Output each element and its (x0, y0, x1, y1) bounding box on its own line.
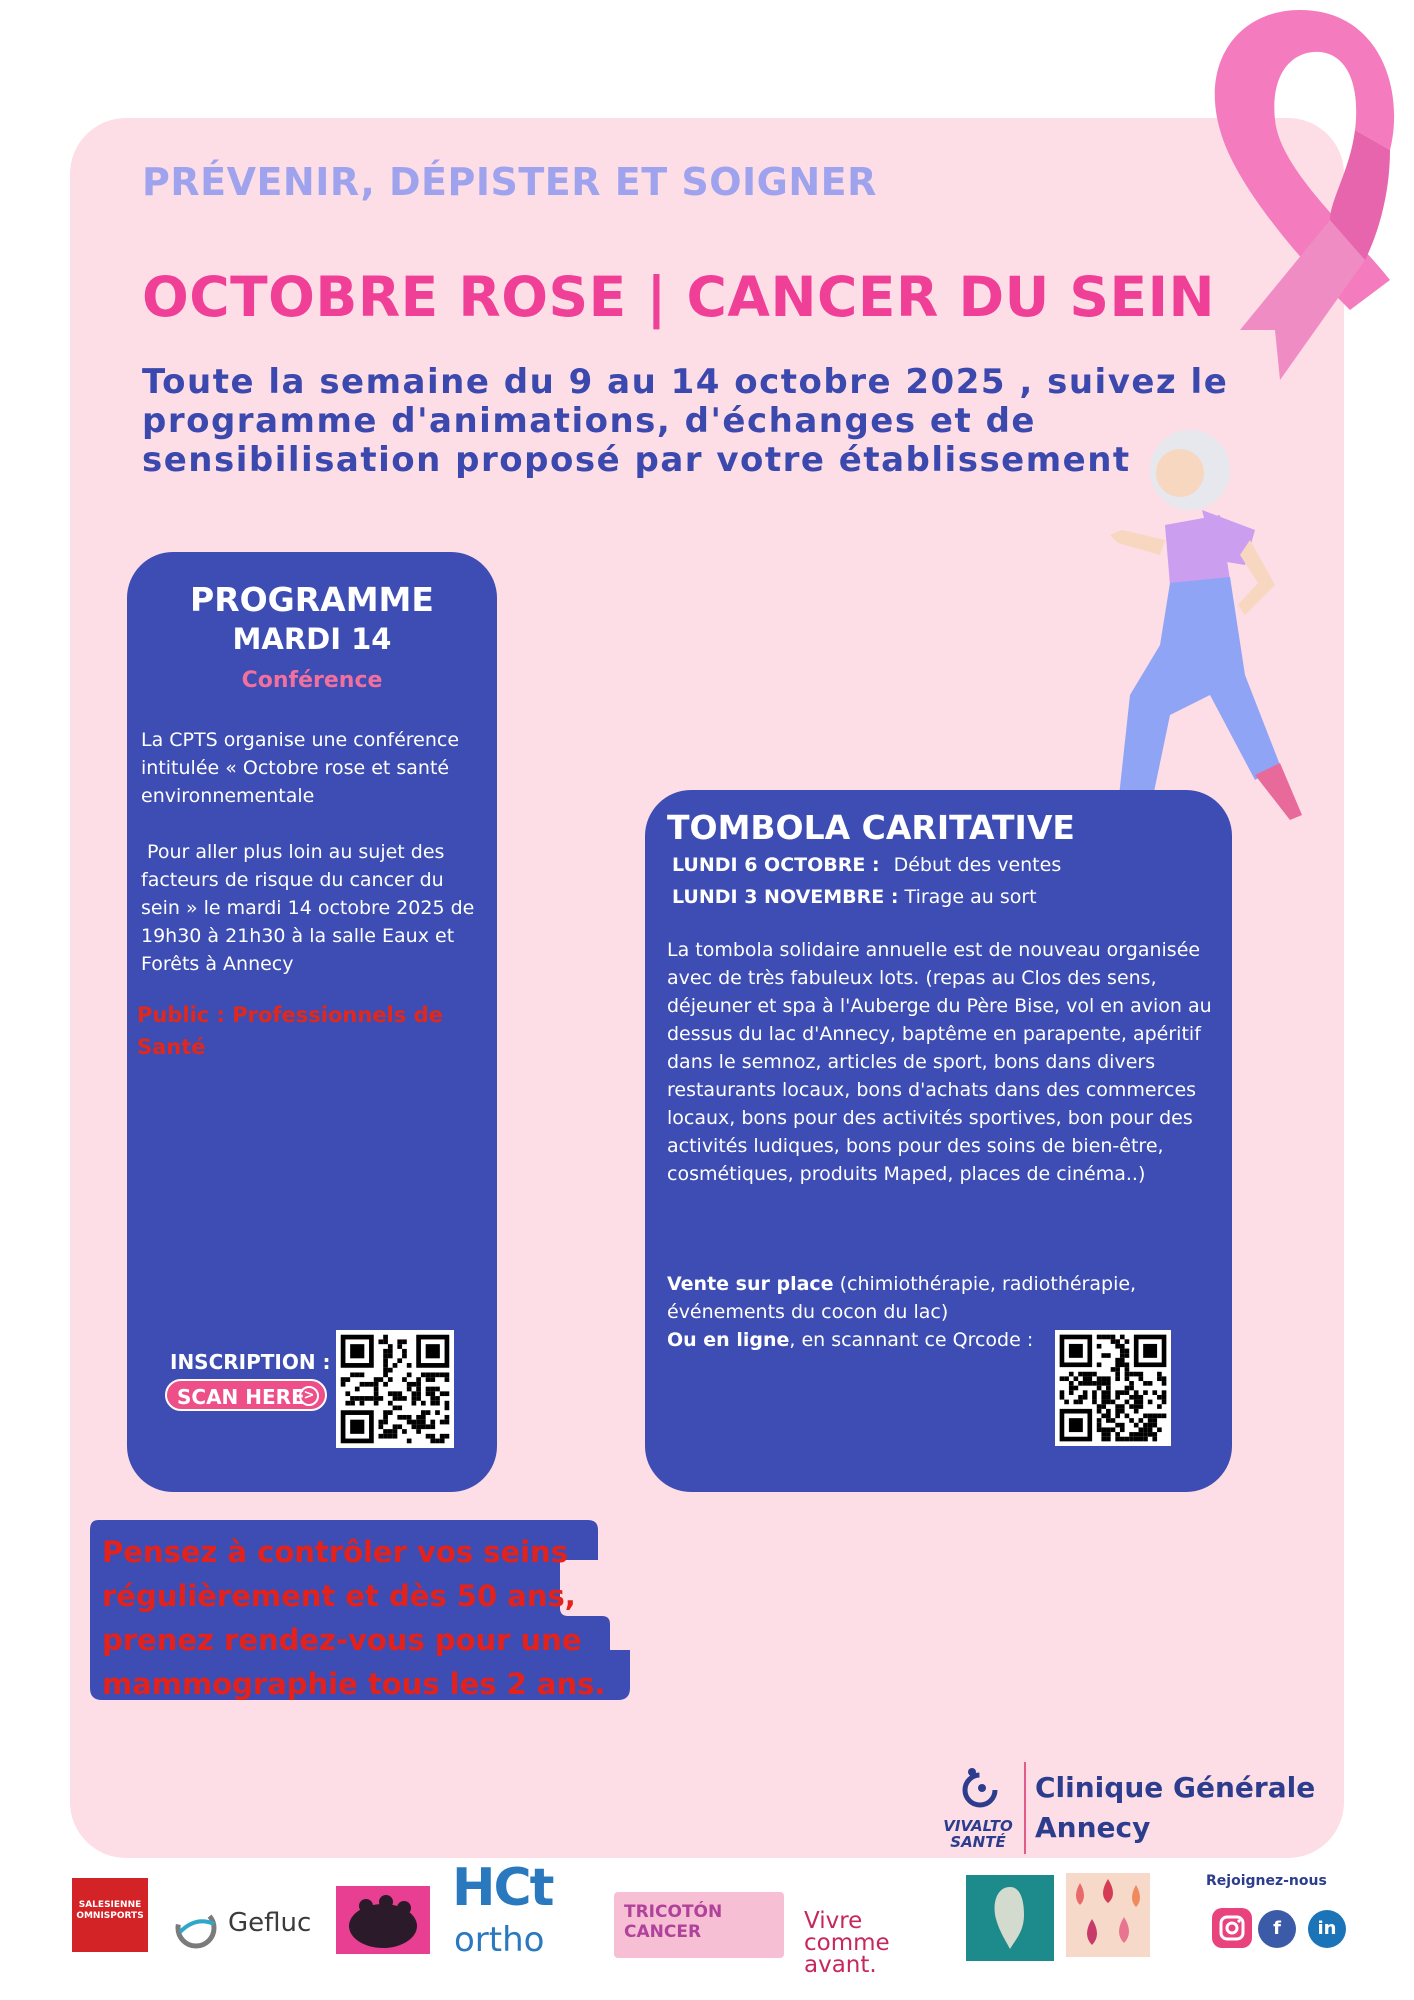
screening-reminder (90, 1520, 630, 1700)
join-us-label: Rejoignez-nous (1206, 1873, 1327, 1889)
tombola-qr-code[interactable] (1055, 1330, 1171, 1446)
programme-description (141, 726, 481, 978)
kicker-heading: PRÉVENIR, DÉPISTER ET SOIGNER (142, 160, 877, 204)
inscription-label: INSCRIPTION : (170, 1350, 331, 1374)
linkedin-icon[interactable] (1308, 1910, 1346, 1948)
vivalto-line-2: SANTÉ (950, 1833, 1006, 1851)
page-title: OCTOBRE ROSE | CANCER DU SEIN (142, 265, 1216, 329)
gefluc-wordmark: Gefluc (228, 1908, 312, 1938)
tombola-date-2-label: LUNDI 3 NOVEMBRE : (672, 886, 899, 908)
the-apple-tab-logo (1066, 1873, 1150, 1957)
tombola-title: TOMBOLA CARITATIVE (667, 808, 1075, 847)
tombola-description: La tombola solidaire annuelle est de nouveau organisée avec de très fabuleux lots. (repas au Clos des sens, déjeuner et spa à l'Auberge du Père Bise, vol en avion au dessus du lac d'Annecy, baptême en parapente, apéritif dans le semnoz, articles de sport, bons dans divers restaurants locaux, bons d'achats dans des commerces locaux, bons pour des activités sportives, bon pour des activités ludiques, bons pour des soins de bien-être, cosmétiques, produits Maped, places de cinéma..) (667, 939, 1212, 1185)
scan-here-label: SCAN HERE (177, 1385, 305, 1409)
linkedin-glyph: in (1317, 1918, 1337, 1939)
sale-text: (chimiothérapie, radiothérapie, événements du cocon du lac) (667, 1273, 1137, 1323)
droles-de-dames-logo (336, 1886, 430, 1954)
inscription-qr-code[interactable] (336, 1330, 454, 1448)
facebook-glyph: f (1273, 1918, 1281, 1939)
gefluc-swirl-icon (170, 1902, 222, 1950)
programme-panel (127, 552, 497, 1492)
gefluc-logo (170, 1902, 310, 1950)
programme-paragraph-2: Pour aller plus loin au sujet des facteurs de risque du cancer du sein » le mardi 14 octobre 2025 de 19h30 à 21h30 à la salle Eaux et Forêts à Annecy (141, 841, 481, 975)
hct-wordmark: HCt (452, 1858, 553, 1918)
tricoton-cancer-logo (614, 1892, 784, 1958)
clinic-name (1035, 1768, 1315, 1848)
online-text: , en scannant ce Qrcode : (789, 1329, 1034, 1351)
qr-code-icon (1055, 1330, 1171, 1446)
programme-title: PROGRAMME (190, 580, 434, 619)
programme-public: Public : Professionnels de Santé (137, 1003, 443, 1059)
portrait-silhouette-icon (966, 1875, 1054, 1961)
programme-paragraph-1: La CPTS organise une conférence intitulée « Octobre rose et santé environnementale (141, 729, 460, 807)
vivre-comme-avant-logo (790, 1908, 960, 1978)
reminder-text: Pensez à contrôler vos seins régulièrement et dès 50 ans, prenez rendez-vous pour une mammographie tous les 2 ans. (102, 1535, 606, 1701)
vivalto-logo-icon (958, 1764, 1002, 1814)
salesienne-line-1: SALESIENNE (78, 1900, 142, 1910)
sale-label: Vente sur place (667, 1273, 834, 1295)
arrow-right-icon: > (299, 1386, 319, 1406)
ortho-wordmark: ortho (454, 1920, 545, 1960)
droplets-pattern-icon (1066, 1873, 1150, 1957)
tricoton-wordmark: TRICOTÓN CANCER (624, 1902, 723, 1942)
programme-type: Conférence (241, 668, 383, 693)
clinic-name-line-1: Clinique Générale (1035, 1771, 1316, 1804)
pink-ribbon-icon (1180, 0, 1414, 380)
scan-here-button[interactable] (165, 1379, 327, 1411)
teal-portrait-logo (966, 1875, 1054, 1961)
vivalto-line-1: VIVALTO (943, 1817, 1013, 1835)
facebook-icon[interactable] (1258, 1910, 1296, 1948)
vivalto-wordmark (940, 1818, 1016, 1850)
vivre-line-2: comme avant. (804, 1930, 890, 1978)
salesienne-omnisports-logo (72, 1878, 148, 1952)
tombola-date-line-2 (672, 886, 1037, 908)
qr-code-icon (336, 1330, 454, 1448)
clinic-logo (940, 1758, 1320, 1858)
tombola-date-line-1 (672, 854, 1061, 876)
clinic-name-line-2: Annecy (1035, 1811, 1151, 1844)
programme-date: MARDI 14 (232, 622, 392, 656)
instagram-icon[interactable] (1212, 1908, 1252, 1948)
tombola-date-1-label: LUNDI 6 OCTOBRE : (672, 854, 880, 876)
silhouettes-icon (336, 1886, 430, 1954)
intro-text: Toute la semaine du 9 au 14 octobre 2025 , suivez le programme d'animations, d'échanges et de sensibilisation proposé par votre établissement (142, 362, 1229, 480)
logo-divider (1024, 1762, 1026, 1854)
salesienne-line-2: OMNISPORTS (76, 1911, 144, 1921)
tombola-date-2-value: Tirage au sort (904, 886, 1037, 908)
vivre-wordmark (804, 1910, 960, 1976)
online-label: Ou en ligne (667, 1329, 790, 1351)
hct-ortho-logo (450, 1858, 570, 1962)
tombola-panel (645, 790, 1232, 1492)
vivre-line-1: Vivre (804, 1908, 863, 1934)
tombola-date-1-value: Début des ventes (893, 854, 1062, 876)
